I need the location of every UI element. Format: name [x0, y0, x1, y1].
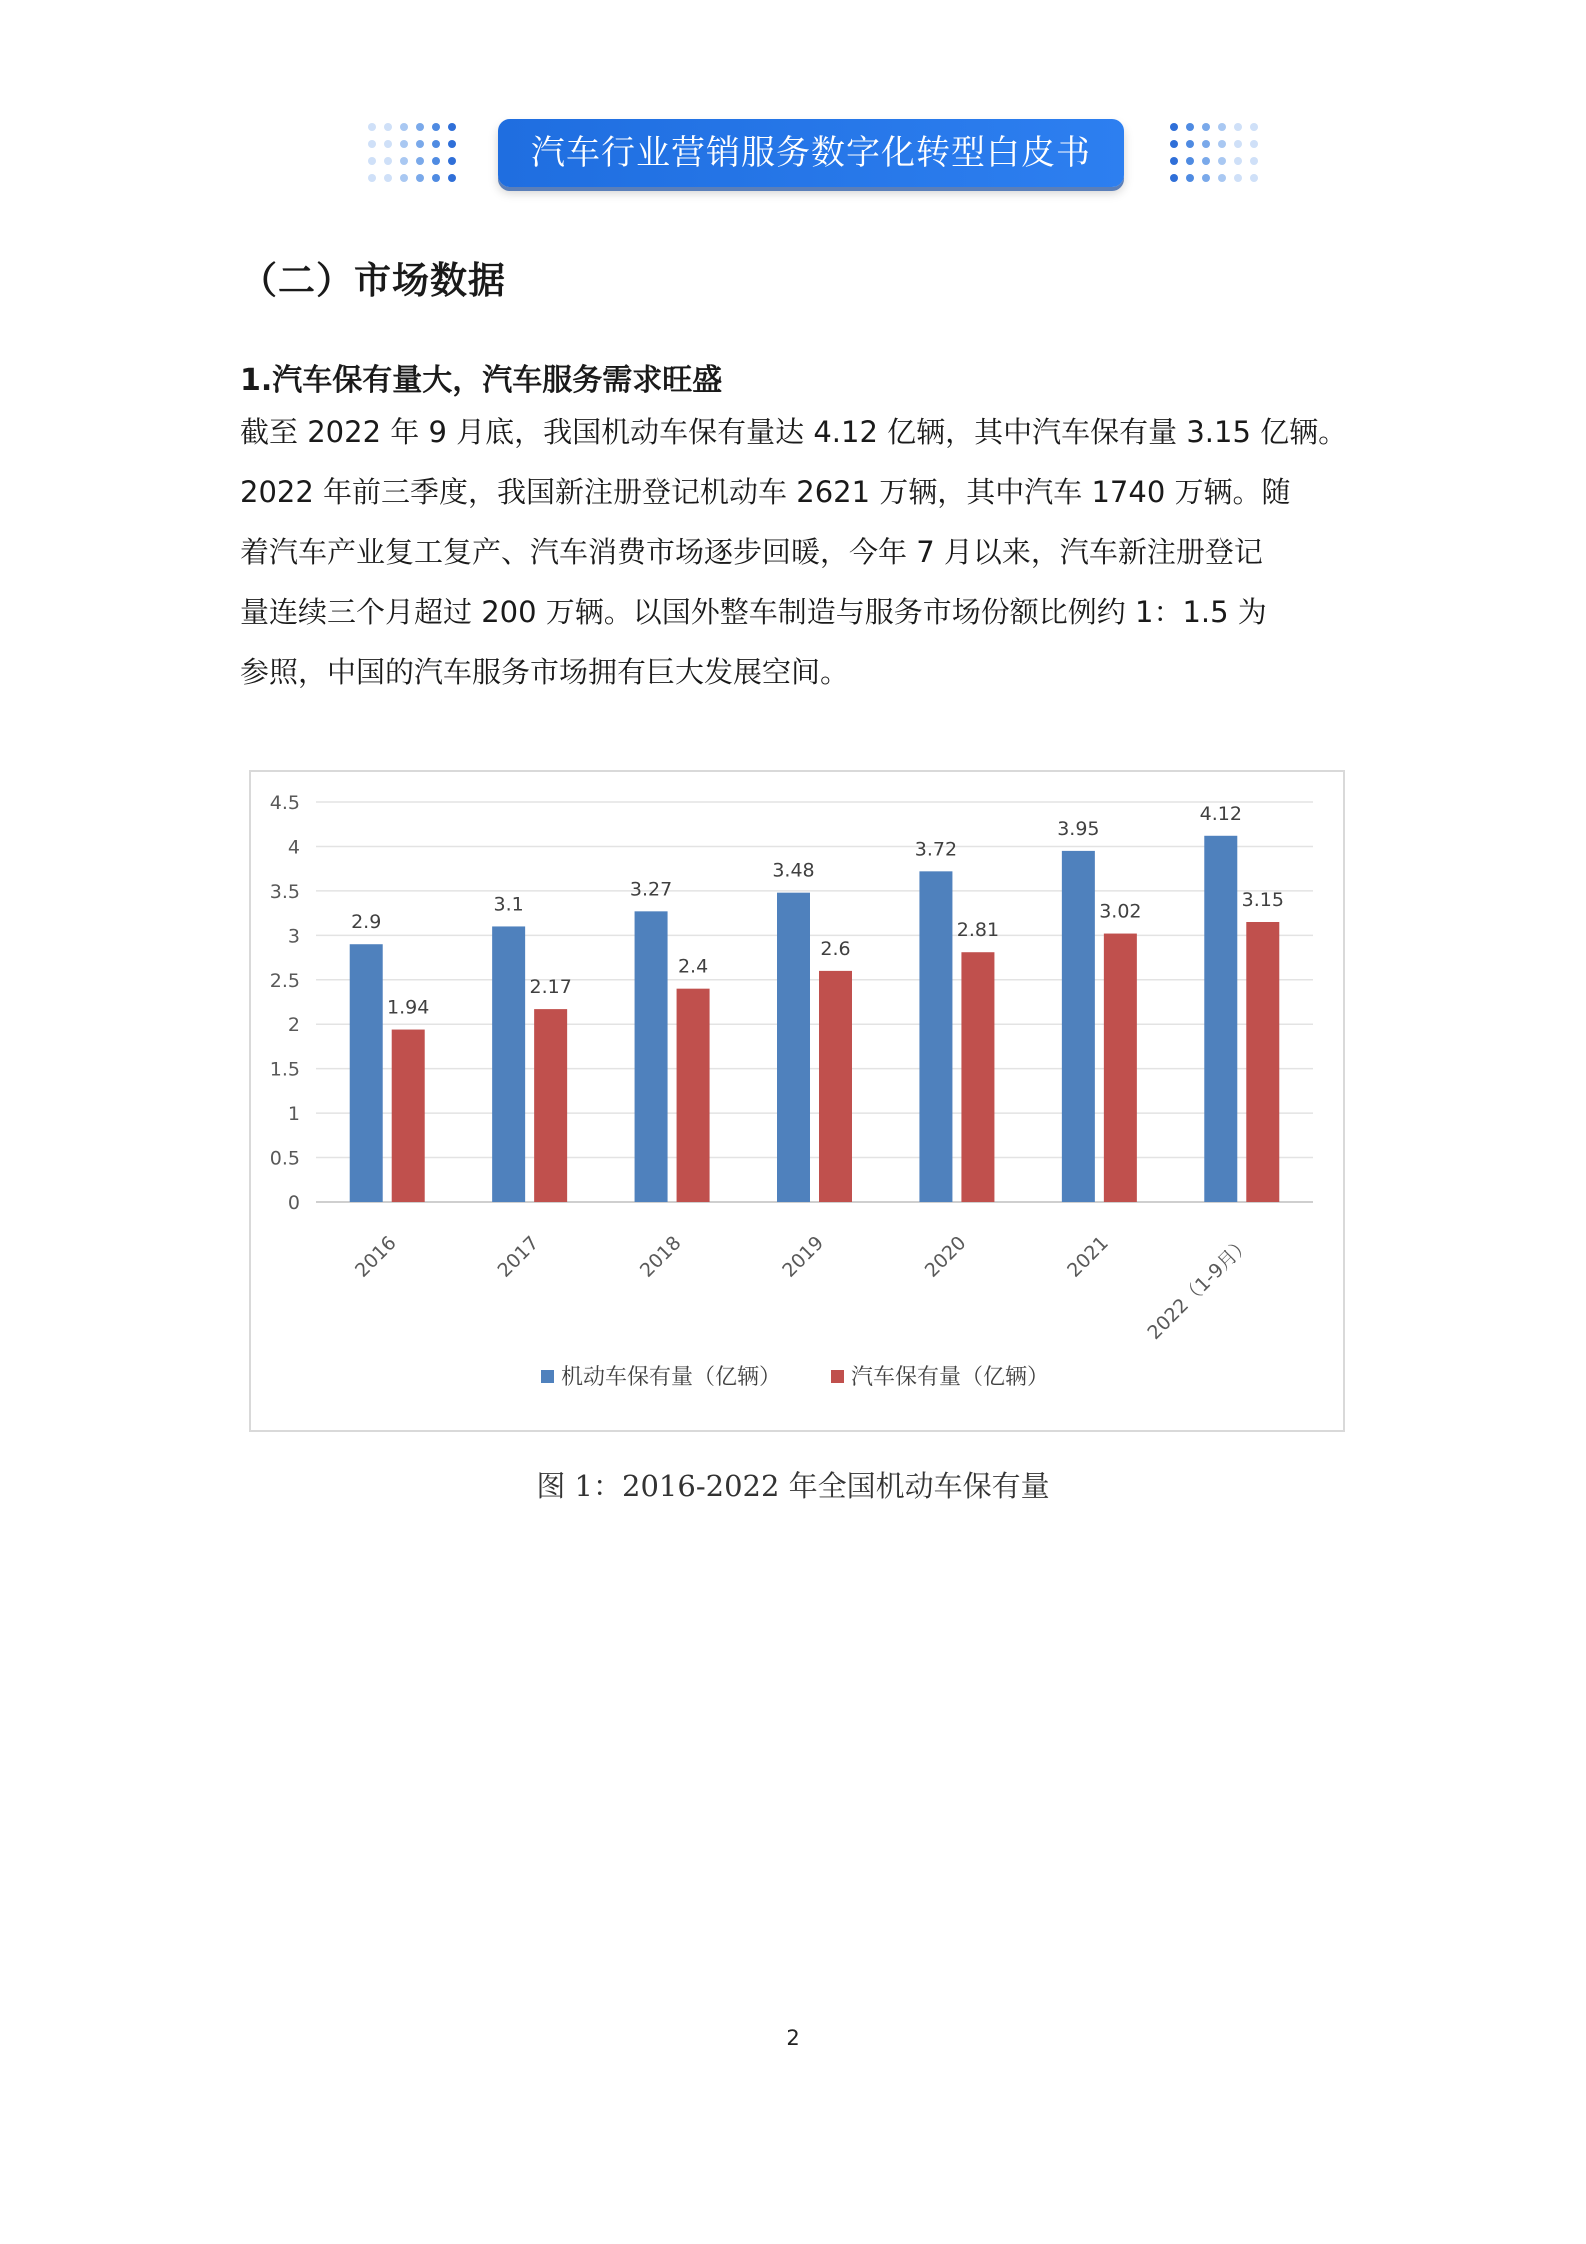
- y-tick-label: 4.5: [269, 792, 300, 814]
- body-line: 参照，中国的汽车服务市场拥有巨大发展空间。: [240, 655, 850, 689]
- decoration-dot: [1170, 157, 1178, 165]
- body-line: 截至 2022 年 9 月底，我国机动车保有量达 4.12 亿辆，其中汽车保有量 3.15 亿辆。: [240, 415, 1348, 449]
- decoration-dot: [1234, 140, 1242, 148]
- bar-cars: [534, 1009, 567, 1202]
- legend-label: 汽车保有量（亿辆）: [851, 1365, 1050, 1390]
- decoration-dot: [1186, 123, 1194, 131]
- decoration-dot: [432, 123, 440, 131]
- body-line: 着汽车产业复工复产、汽车消费市场逐步回暖，今年 7 月以来，汽车新注册登记: [240, 535, 1263, 569]
- decoration-dot: [1250, 174, 1258, 182]
- decoration-dot: [1218, 157, 1226, 165]
- bar-cars: [1246, 922, 1279, 1202]
- data-label: 3.15: [1241, 889, 1284, 911]
- y-tick-label: 3: [287, 925, 300, 948]
- decoration-dot: [384, 174, 392, 182]
- decoration-dot: [1202, 140, 1210, 148]
- bar-cars: [961, 952, 994, 1202]
- body-line: 量连续三个月超过 200 万辆。以国外整车制造与服务市场份额比例约 1：1.5 为: [240, 595, 1267, 629]
- vehicle-ownership-bar-chart: [251, 772, 1343, 1430]
- header-decoration-dots-right: [1170, 121, 1266, 187]
- y-tick-label: 0: [287, 1192, 300, 1214]
- x-tick-label: 2019: [778, 1231, 829, 1282]
- decoration-dot: [1202, 157, 1210, 165]
- x-tick-label: 2021: [1063, 1231, 1113, 1282]
- section-title: （二）市场数据: [240, 259, 506, 302]
- y-tick-label: 2: [287, 1014, 300, 1037]
- y-tick-label: 4: [287, 836, 300, 859]
- decoration-dot: [448, 157, 456, 165]
- bar-cars: [392, 1030, 425, 1202]
- decoration-dot: [368, 174, 376, 182]
- legend-swatch: [831, 1370, 844, 1383]
- decoration-dot: [1186, 174, 1194, 182]
- bar-motor-vehicles: [1204, 836, 1237, 1202]
- decoration-dot: [1170, 123, 1178, 131]
- bar-motor-vehicles: [1062, 851, 1095, 1202]
- data-label: 3.27: [629, 878, 673, 901]
- decoration-dot: [400, 123, 408, 131]
- bar-cars: [1104, 934, 1137, 1202]
- decoration-dot: [416, 140, 424, 148]
- decoration-dot: [1186, 157, 1194, 165]
- decoration-dot: [368, 123, 376, 131]
- subsection-title: 1.汽车保有量大，汽车服务需求旺盛: [240, 363, 723, 398]
- decoration-dot: [1218, 174, 1226, 182]
- legend-label: 机动车保有量（亿辆）: [561, 1365, 782, 1390]
- decoration-dot: [400, 174, 408, 182]
- decoration-dot: [448, 140, 456, 148]
- body-paragraph: [240, 402, 1350, 702]
- data-label: 1.94: [387, 996, 430, 1019]
- legend-swatch: [541, 1370, 554, 1383]
- x-tick-label: 2018: [635, 1231, 686, 1282]
- x-tick-label: 2017: [493, 1231, 544, 1282]
- decoration-dot: [368, 140, 376, 148]
- data-label: 3.72: [914, 838, 958, 861]
- decoration-dot: [1234, 123, 1242, 131]
- decoration-dot: [1170, 174, 1178, 182]
- decoration-dot: [400, 157, 408, 165]
- data-label: 2.6: [820, 937, 851, 960]
- decoration-dot: [1218, 123, 1226, 131]
- decoration-dot: [432, 157, 440, 165]
- bar-motor-vehicles: [350, 944, 383, 1202]
- decoration-dot: [448, 123, 456, 131]
- decoration-dot: [432, 174, 440, 182]
- decoration-dot: [1202, 174, 1210, 182]
- decoration-dot: [1250, 157, 1258, 165]
- labels-layer: [351, 803, 1284, 1344]
- x-tick-label: 2016: [350, 1231, 401, 1282]
- decoration-dot: [448, 174, 456, 182]
- document-header-banner: [498, 119, 1124, 187]
- body-line: 2022 年前三季度，我国新注册登记机动车 2621 万辆，其中汽车 1740 万辆。随: [240, 475, 1291, 509]
- decoration-dot: [384, 157, 392, 165]
- decoration-dot: [1234, 174, 1242, 182]
- chart-frame: [249, 770, 1345, 1432]
- y-tick-label: 1.5: [269, 1058, 300, 1081]
- bar-motor-vehicles: [777, 893, 810, 1202]
- y-tick-label: 1: [287, 1103, 300, 1126]
- decoration-dot: [416, 123, 424, 131]
- data-label: 3.1: [493, 893, 524, 916]
- y-tick-label: 3.5: [269, 880, 300, 903]
- document-title: 汽车行业营销服务数字化转型白皮书: [531, 133, 1091, 173]
- figure-caption: 图 1：2016-2022 年全国机动车保有量: [536, 1469, 1050, 1503]
- header-decoration-dots-left: [368, 121, 464, 187]
- decoration-dot: [1218, 140, 1226, 148]
- data-label: 2.4: [677, 955, 709, 978]
- decoration-dot: [400, 140, 408, 148]
- data-label: 4.12: [1199, 802, 1242, 825]
- y-tick-label: 2.5: [269, 969, 300, 992]
- page-number: 2: [786, 2026, 800, 2050]
- decoration-dot: [1234, 157, 1242, 165]
- decoration-dot: [368, 157, 376, 165]
- bar-motor-vehicles: [919, 871, 952, 1202]
- data-label: 3.95: [1057, 817, 1100, 840]
- chart-legend: [541, 1365, 1049, 1390]
- decoration-dot: [384, 123, 392, 131]
- decoration-dot: [1250, 123, 1258, 131]
- decoration-dot: [432, 140, 440, 148]
- bar-cars: [677, 989, 710, 1202]
- data-label: 2.81: [956, 919, 1000, 942]
- x-tick-label: 2022（1-9月）: [1143, 1231, 1256, 1344]
- decoration-dot: [416, 157, 424, 165]
- data-label: 3.48: [772, 859, 815, 882]
- decoration-dot: [416, 174, 424, 182]
- x-tick-label: 2020: [920, 1231, 971, 1282]
- data-label: 3.02: [1099, 900, 1142, 923]
- y-tick-label: 0.5: [269, 1147, 300, 1170]
- data-label: 2.9: [351, 911, 382, 934]
- bar-motor-vehicles: [635, 911, 668, 1202]
- decoration-dot: [1202, 123, 1210, 131]
- data-label: 2.17: [529, 976, 572, 999]
- decoration-dot: [1250, 140, 1258, 148]
- decoration-dot: [1170, 140, 1178, 148]
- decoration-dot: [384, 140, 392, 148]
- decoration-dot: [1186, 140, 1194, 148]
- bar-cars: [819, 971, 852, 1202]
- bar-motor-vehicles: [492, 926, 525, 1202]
